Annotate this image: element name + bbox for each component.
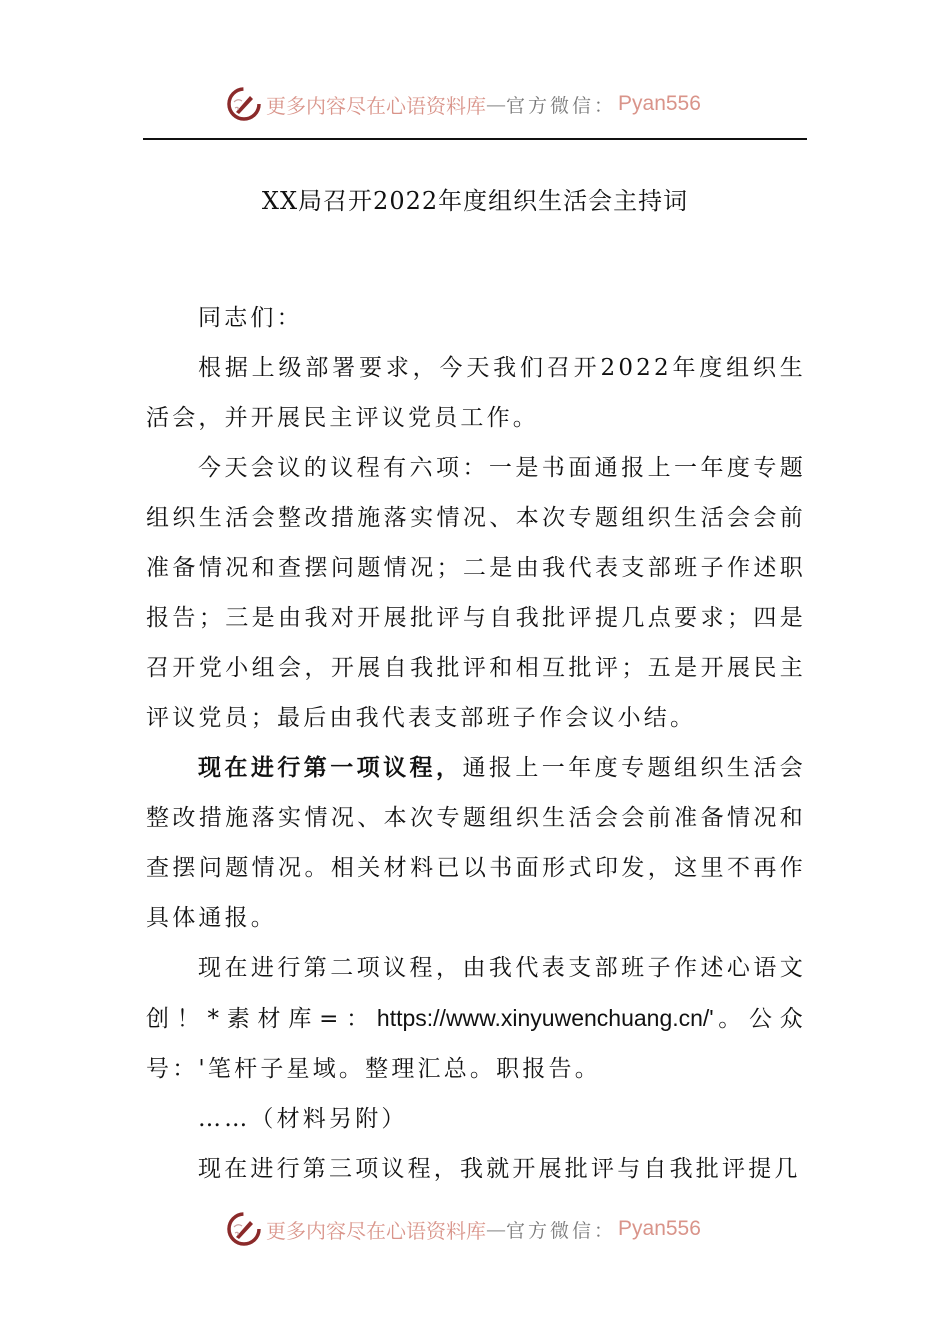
paragraph-text: 现在进行第三项议程，我就开展批评与自我批评提几 — [198, 1156, 801, 1182]
paragraph-agenda-item-3 — [146, 1144, 806, 1194]
paragraph-intro — [146, 343, 806, 443]
header-divider — [143, 138, 807, 140]
watermark-wechat-id: Pyan556 — [618, 92, 701, 115]
paragraph-agenda-item-1 — [146, 743, 806, 943]
paragraph-agenda — [146, 443, 806, 743]
document-title: XX局召开2022年度组织生活会主持词 — [261, 187, 689, 215]
paragraph-text: 今天会议的议程有六项：一是书面通报上一年度专题组织生活会整改措施落实情况、本次专题组织生活会会前准备情况和查摆问题情况；二是由我代表支部班子作述职报告；三是由我对开展批评与自我批评提几点要求；四是召开党小组会，开展自我批评和相互批评；五是开展民主评议党员；最后由我代表支部班子作会议小结。 — [146, 455, 806, 731]
watermark-dash: — — [486, 1217, 506, 1241]
watermark-wechat-label: 官方微信： — [506, 94, 617, 117]
header-watermark — [226, 82, 701, 126]
paragraph-salutation — [146, 293, 806, 343]
paragraph-text: 同志们： — [198, 305, 303, 331]
watermark-site-text: 更多内容尽在心语资料库 — [266, 93, 486, 118]
agenda-item-heading: 现在进行第一项议程， — [198, 754, 463, 781]
watermark-site-text: 更多内容尽在心语资料库 — [266, 1218, 486, 1243]
watermark-wechat-id: Pyan556 — [618, 1217, 701, 1240]
paragraph-materials-attached — [146, 1094, 806, 1144]
document-body — [146, 293, 806, 1194]
paragraph-text: 现在进行第二项议程，由我代表支部班子作述心语文创！*素材库=： — [146, 955, 806, 1032]
quill-pen-logo-icon — [226, 1211, 262, 1247]
watermark-dash: — — [486, 92, 506, 116]
paragraph-text: ……（材料另附） — [198, 1106, 408, 1132]
watermark-wechat-label: 官方微信： — [506, 1219, 617, 1242]
paragraph-text: 根据上级部署要求，今天我们召开2022年度组织生活会，并开展民主评议党员工作。 — [146, 355, 806, 431]
paragraph-text: 通报上一年度专题组织生活会整改措施落实情况、本次专题组织生活会会前准备情况和查摆问题情况。相关材料已以书面形式印发，这里不再作具体通报。 — [146, 755, 806, 931]
source-url-text: https://www.xinyuwenchuang.cn/' — [376, 1005, 714, 1031]
footer-watermark — [226, 1207, 701, 1251]
quill-pen-logo-icon — [226, 86, 262, 122]
paragraph-agenda-item-2 — [146, 943, 806, 1094]
paragraph-text: 。公众号：'笔杆子星域。整理汇总。职报告。 — [146, 1006, 806, 1082]
